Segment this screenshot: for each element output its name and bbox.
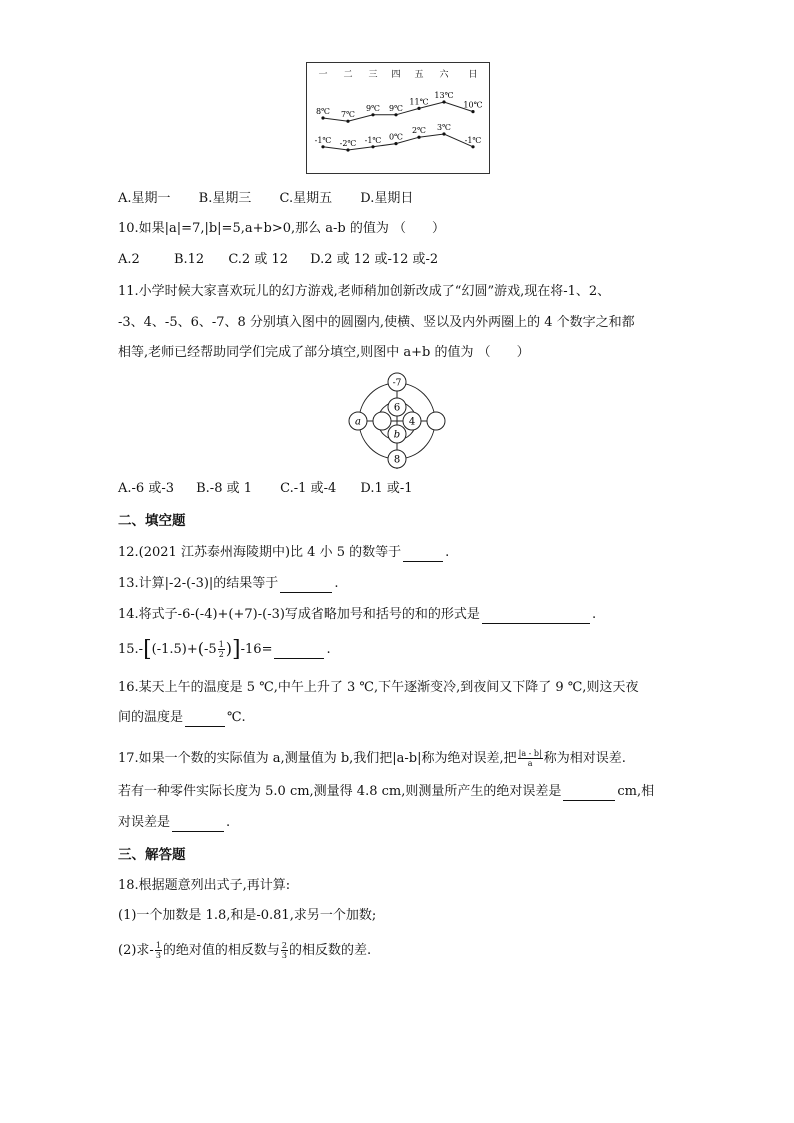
low-temp-point [346, 148, 349, 151]
magic-circle-figure [345, 370, 449, 470]
q10-stem: 10.如果|a|=7,|b|=5,a+b>0,那么 a-b 的值为 （ ） [118, 221, 445, 236]
high-temp-label: 13℃ [434, 91, 454, 100]
q18-fraction-1: $\frac{1}{3}$ [155, 941, 161, 960]
q10-option-c[interactable]: C.2 或 12 [228, 252, 289, 267]
q12 [118, 544, 449, 562]
high-temp-point [442, 100, 445, 103]
q11-line-3: 相等,老师已经帮助同学们完成了部分填空,则图中 a+b 的值为 （ ） [118, 345, 530, 360]
q11-options [118, 480, 437, 498]
q14-end: . [591, 607, 597, 622]
q17-line-2 [118, 783, 654, 801]
label-inner-bottom: b [393, 429, 401, 441]
q14 [118, 606, 596, 624]
q13 [118, 575, 338, 593]
high-temp-point [371, 113, 374, 116]
low-temp-label: -2℃ [339, 139, 357, 148]
q18-part-2 [118, 941, 371, 960]
q16-unit: ℃. [227, 710, 246, 725]
low-temp-point [321, 145, 324, 148]
q17-text-4: cm,相 [617, 784, 655, 799]
q15-end: . [326, 642, 331, 657]
low-temp-label: 3℃ [436, 123, 452, 132]
q11-option-b[interactable]: B.-8 或 1 [196, 481, 253, 496]
day-label: 五 [414, 70, 424, 80]
q15 [118, 637, 331, 662]
high-temp-label: 9℃ [388, 103, 404, 113]
circle-inner-left [373, 412, 391, 430]
q11-option-d[interactable]: D.1 或-1 [360, 481, 413, 496]
low-temp-point [417, 136, 420, 139]
q17-relative-error-blank[interactable] [172, 817, 224, 832]
q9-option-b[interactable]: B.星期三 [198, 191, 252, 206]
q9-option-a[interactable]: A.星期一 [118, 191, 171, 206]
q17-end: . [226, 815, 231, 830]
label-inner-top: 6 [393, 402, 401, 414]
q15-prefix: 15.- [118, 642, 144, 657]
q17-text-5: 对误差是 [118, 815, 171, 830]
q16-answer-blank[interactable] [185, 712, 225, 727]
q11-option-c[interactable]: C.-1 或-4 [280, 481, 337, 496]
low-temp-label: -1℃ [464, 135, 482, 145]
q15-fraction: $\frac{1}{2}$ [218, 640, 224, 659]
q15-answer-blank[interactable] [274, 644, 324, 659]
q12-text: 12.(2021 江苏泰州海陵期中)比 4 小 5 的数等于 [118, 545, 402, 560]
q18-stem: 18.根据题意列出式子,再计算: [118, 878, 291, 893]
high-temp-point [346, 120, 349, 123]
q15-suffix: -16= [240, 642, 273, 657]
q17-line-3 [118, 814, 230, 832]
q10-option-a[interactable]: A.2 [118, 252, 140, 267]
q16-text: 间的温度是 [118, 710, 184, 725]
high-temp-label: 10℃ [463, 100, 483, 110]
high-temp-point [321, 116, 324, 119]
q18-fraction-2: $\frac{2}{3}$ [281, 941, 288, 960]
q18-part-2-text-1: (2)求- [118, 943, 154, 958]
q12-answer-blank[interactable] [403, 547, 443, 562]
q17-text-1: 17.如果一个数的实际值为 a,测量值为 b,我们把|a-b|称为绝对误差,把 [118, 751, 517, 766]
q9-option-c[interactable]: C.星期五 [279, 191, 333, 206]
q9-options [118, 190, 437, 208]
q18-part-1: (1)一个加数是 1.8,和是-0.81,求另一个加数; [118, 908, 377, 923]
q17-text-3: 若有一种零件实际长度为 5.0 cm,测量得 4.8 cm,则测量所产生的绝对误差是 [118, 784, 562, 799]
label-left: a [355, 416, 361, 428]
high-temp-label: 9℃ [365, 103, 381, 113]
label-bottom: 8 [393, 454, 401, 466]
low-temp-label: 2℃ [411, 126, 427, 136]
q17-absolute-error-blank[interactable] [563, 786, 615, 801]
low-temp-point [394, 142, 397, 145]
q12-end: . [445, 545, 450, 560]
q18-part-2-text-2: 的绝对值的相反数与 [162, 943, 280, 958]
q16-line-2 [118, 709, 246, 727]
q15-right-bracket: ] [232, 637, 241, 662]
q14-answer-blank[interactable] [482, 609, 590, 624]
q10-option-b[interactable]: B.12 [173, 252, 205, 267]
high-temp-point [417, 107, 420, 110]
q9-option-d[interactable]: D.星期日 [360, 191, 414, 206]
low-temp-label: 0℃ [388, 132, 404, 142]
high-temp-point [471, 110, 474, 113]
low-temp-point [442, 132, 445, 135]
high-temp-point [394, 113, 397, 116]
day-label: 三 [368, 70, 378, 80]
q17-text-2: 称为相对误差. [543, 751, 626, 766]
q15-inner-term: (-1.5)+ [151, 642, 198, 657]
label-inner-right: 4 [408, 416, 416, 428]
q18-part-2-text-3: 的相反数的差. [289, 943, 372, 958]
q11-line-2: -3、4、-5、6、-7、8 分别填入图中的圆圈内,使横、竖以及内外两圈上的 4 个数字之和都 [118, 315, 635, 330]
q17-line-1 [118, 749, 626, 768]
low-temp-label: -1℃ [364, 135, 382, 145]
day-label: 日 [468, 70, 478, 80]
q15-left-bracket: [ [143, 637, 152, 662]
q13-answer-blank[interactable] [280, 578, 332, 593]
q10-option-d[interactable]: D.2 或 12 或-12 或-2 [310, 252, 439, 267]
q14-text: 14.将式子-6-(-4)+(+7)-(-3)写成省略加号和括号的和的形式是 [118, 607, 480, 622]
high-temp-label: 7℃ [340, 110, 356, 120]
day-label: 四 [391, 70, 401, 80]
q17-relative-error-fraction: $\frac{|a - b|}{a}$ [518, 749, 542, 768]
day-label: 二 [343, 70, 353, 80]
high-temp-label: 8℃ [315, 107, 331, 116]
day-label: 六 [439, 70, 449, 80]
q13-end: . [334, 576, 339, 591]
q15-mixed-whole: -5 [204, 642, 217, 657]
low-temp-label: -1℃ [314, 135, 332, 145]
q10-options [118, 251, 462, 269]
day-label: 一 [318, 70, 328, 80]
q11-line-1: 11.小学时候大家喜欢玩儿的幻方游戏,老师稍加创新改成了“幻圆”游戏,现在将-1、2、 [118, 284, 611, 299]
weather-temperature-figure [306, 62, 490, 174]
q15-right-paren: ) [225, 639, 233, 658]
high-temp-label: 11℃ [409, 97, 429, 107]
q13-text: 13.计算|-2-(-3)|的结果等于 [118, 576, 279, 591]
q11-option-a[interactable]: A.-6 或-3 [118, 481, 174, 496]
section-solve-title: 三、解答题 [118, 847, 186, 863]
low-temp-point [471, 145, 474, 148]
section-fill-in-title: 二、填空题 [118, 513, 186, 529]
circle-right [427, 412, 445, 430]
q15-left-paren: ( [197, 639, 205, 658]
label-top: -7 [392, 378, 402, 389]
low-temp-point [371, 145, 374, 148]
q16-line-1: 16.某天上午的温度是 5 ℃,中午上升了 3 ℃,下午逐渐变冷,到夜间又下降了 9 ℃,则这天夜 [118, 680, 639, 695]
